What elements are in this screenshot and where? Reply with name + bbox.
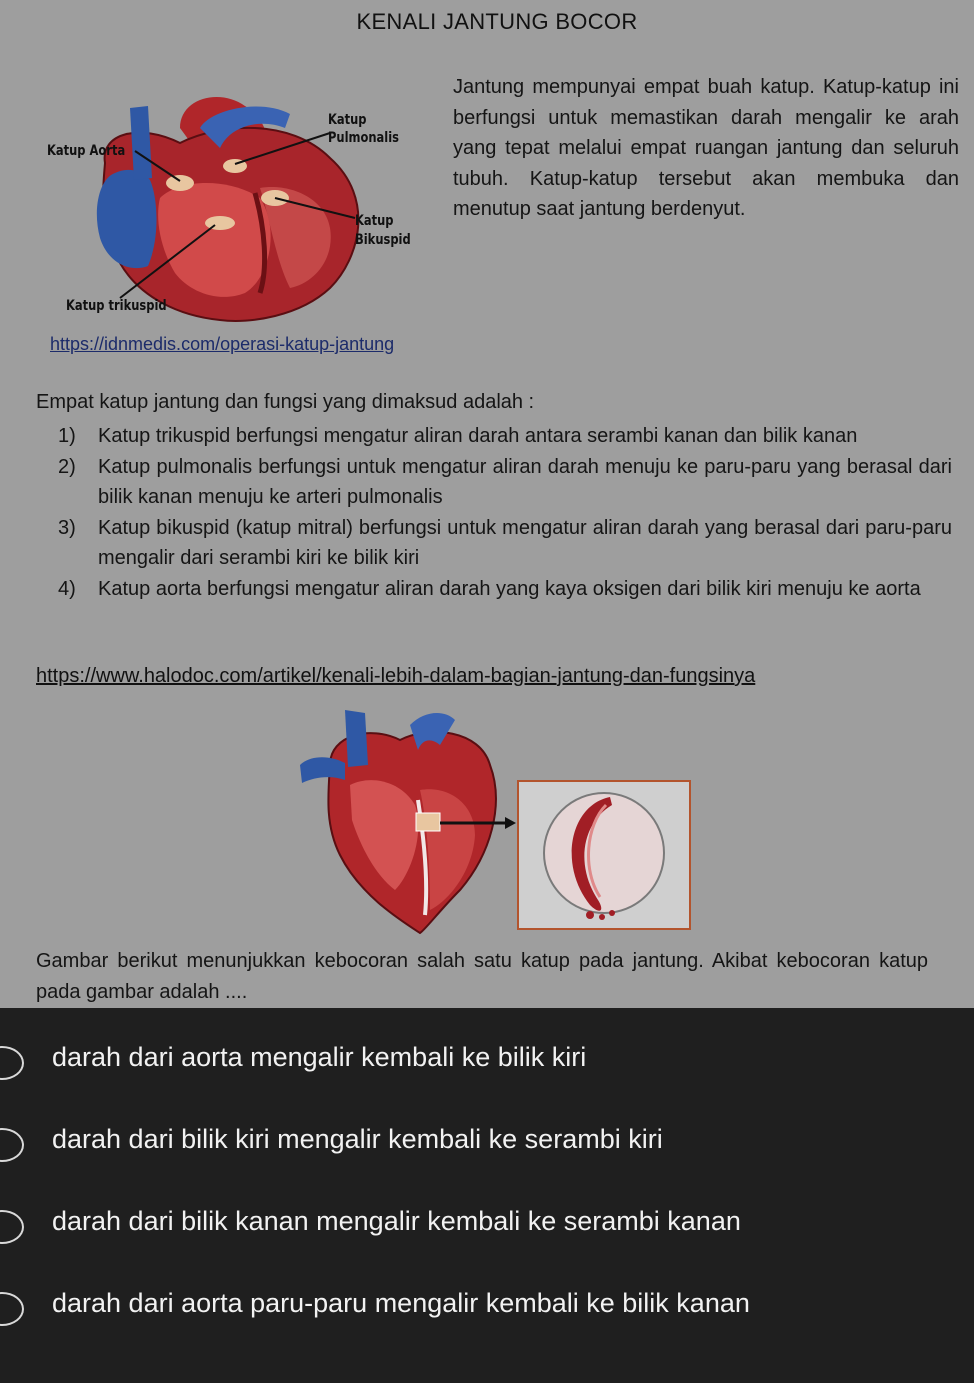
list-item-number: 3) (58, 516, 76, 539)
option-label: darah dari aorta mengalir kembali ke bilik kiri (52, 1042, 587, 1072)
list-item-number: 2) (58, 455, 76, 478)
article-source-link[interactable]: https://www.halodoc.com/artikel/kenali-lebih-dalam-bagian-jantung-dan-fungsinya (36, 665, 756, 687)
label-katup-bikuspid-line2: Bikuspid (355, 232, 411, 248)
list-item (58, 421, 952, 452)
radio-button[interactable] (0, 1210, 24, 1244)
radio-button[interactable] (0, 1046, 24, 1080)
option-label: darah dari bilik kiri mengalir kembali ke serambi kiri (52, 1124, 663, 1154)
list-item (58, 574, 952, 605)
radio-button[interactable] (0, 1292, 24, 1326)
option-label: darah dari aorta paru-paru mengalir kembali ke bilik kanan (52, 1288, 750, 1318)
leaking-valve-diagram (290, 705, 700, 937)
option-a[interactable] (0, 1038, 974, 1108)
radio-button[interactable] (0, 1128, 24, 1162)
heart-valves-diagram (30, 88, 440, 328)
list-item-text: Katup aorta berfungsi mengatur aliran darah yang kaya oksigen dari bilik kiri menuju ke aorta (98, 577, 921, 600)
label-katup-trikuspid: Katup trikuspid (66, 298, 167, 314)
option-b[interactable] (0, 1120, 974, 1190)
label-katup-pulmonalis-line1: Katup (328, 112, 367, 128)
list-item (58, 452, 952, 513)
list-item-text: Katup pulmonalis berfungsi untuk mengatur aliran darah menuju ke paru-paru yang berasal dari bilik kanan menuju ke arteri pulmonalis (98, 455, 952, 509)
option-label: darah dari bilik kanan mengalir kembali ke serambi kanan (52, 1206, 741, 1236)
question-text: Gambar berikut menunjukkan kebocoran salah satu katup pada jantung. Akibat kebocoran katup pada gambar adalah .... (36, 950, 928, 1003)
diagram-source-link[interactable]: https://idnmedis.com/operasi-katup-jantung (50, 334, 395, 354)
label-katup-bikuspid-line1: Katup (355, 213, 394, 229)
list-item-number: 4) (58, 577, 76, 600)
option-c[interactable] (0, 1202, 974, 1272)
list-item (58, 513, 952, 574)
list-intro: Empat katup jantung dan fungsi yang dimaksud adalah : (36, 391, 535, 413)
list-item-number: 1) (58, 425, 76, 447)
list-item-text: Katup trikuspid berfungsi mengatur aliran darah antara serambi kanan dan bilik kanan (98, 425, 858, 447)
label-katup-aorta: Katup Aorta (47, 143, 126, 159)
valve-function-list (58, 421, 952, 605)
list-item-text: Katup bikuspid (katup mitral) berfungsi untuk mengatur aliran darah yang berasal dari paru-paru mengalir dari serambi kiri ke bilik kiri (98, 516, 952, 570)
page-title: KENALI JANTUNG BOCOR (356, 9, 638, 34)
intro-paragraph: Jantung mempunyai empat buah katup. Katup-katup ini berfungsi untuk memastikan darah mengalir ke arah yang tepat melalui empat ruangan jantung dan seluruh tubuh. Katup-katup tersebut akan membuka dan menutup saat jantung berdenyut. (453, 76, 959, 220)
option-d[interactable] (0, 1284, 974, 1354)
label-katup-pulmonalis-line2: Pulmonalis (328, 130, 399, 146)
